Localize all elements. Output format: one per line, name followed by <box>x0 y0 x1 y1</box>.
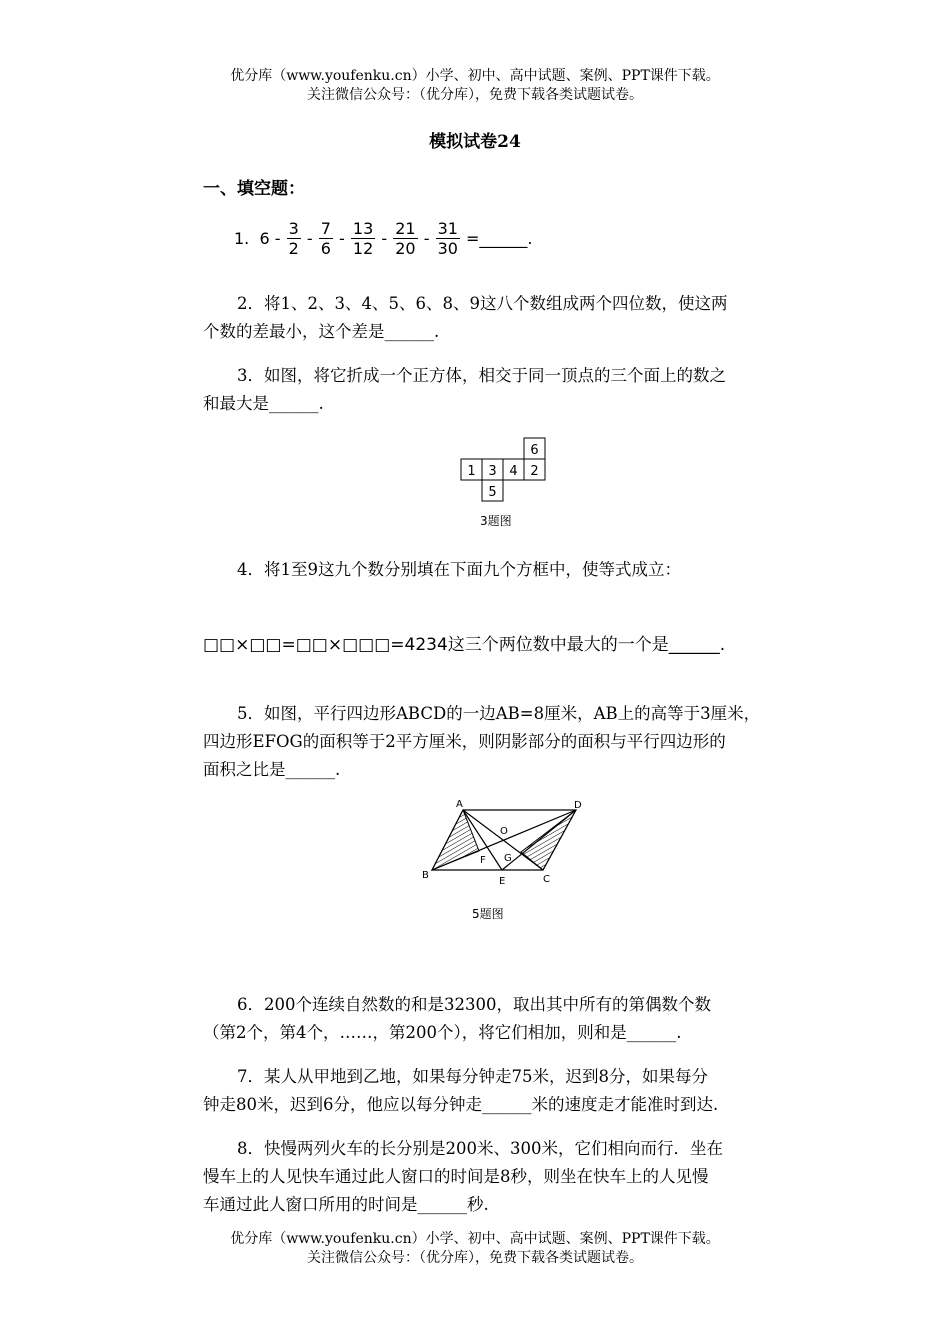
q2-line-2: 个数的差最小，这个差是______. <box>203 322 440 341</box>
question-5 <box>203 700 813 784</box>
vertex-label-a: A <box>456 799 463 810</box>
q6-line-1: 6．200个连续自然数的和是32300，取出其中所有的第偶数个数 <box>237 995 711 1014</box>
vertex-label-e: E <box>499 876 506 887</box>
q1-start: 6 <box>259 229 270 248</box>
q4-line-1: 4．将1至9这九个数分别填在下面九个方框中，使等式成立： <box>237 560 681 579</box>
question-3 <box>203 362 813 418</box>
shaded-region-left <box>432 810 479 870</box>
q1-answer-blank: =______. <box>466 229 533 248</box>
q1-numerator: 21 <box>395 219 416 238</box>
q1-fraction <box>351 219 375 258</box>
q8-line-2: 慢车上的人见快车通过此人窗口的时间是8秒，则坐在快车上的人见慢 <box>203 1167 709 1186</box>
section-heading: 一、填空题： <box>203 179 305 199</box>
net-number: 3 <box>488 464 497 479</box>
net-number: 4 <box>509 464 518 479</box>
q1-fraction <box>393 219 417 258</box>
q1-numerator: 7 <box>320 219 331 238</box>
q2-line-1: 2．将1、2、3、4、5、6、8、9这八个数组成两个四位数，使这两 <box>237 294 728 313</box>
net-number: 6 <box>530 443 539 458</box>
q1-label: 1. <box>234 229 250 248</box>
question-4 <box>203 556 813 584</box>
q5-line-1: 5．如图，平行四边形ABCD的一边AB=8厘米，AB上的高等于3厘米， <box>237 704 761 723</box>
q5-line-3: 面积之比是______. <box>203 760 341 779</box>
question-1-equation <box>234 219 533 258</box>
footer-line-1: 优分库（www.youfenku.cn）小学、初中、高中试题、案例、PPT课件下载。 <box>230 1231 720 1247</box>
question-8 <box>203 1135 813 1219</box>
q1-denominator: 2 <box>288 239 299 258</box>
vertex-label-d: D <box>574 800 582 811</box>
q1-numerator: 3 <box>288 219 299 238</box>
q1-numerator: 13 <box>352 219 374 238</box>
header-line-1: 优分库（www.youfenku.cn）小学、初中、高中试题、案例、PPT课件下载。 <box>230 68 720 84</box>
q1-fraction <box>319 219 333 258</box>
figure-3-caption: 3题图 <box>480 514 512 528</box>
point-label-f: F <box>480 855 486 866</box>
q1-fraction <box>287 219 301 258</box>
q5-line-2: 四边形EFOG的面积等于2平方厘米，则阴影部分的面积与平行四边形的 <box>203 732 726 751</box>
page-title: 模拟试卷24 <box>429 132 521 152</box>
footer-line-2: 关注微信公众号：（优分库），免费下载各类试题试卷。 <box>307 1250 643 1266</box>
net-number: 5 <box>488 485 497 500</box>
point-label-o: O <box>500 826 508 837</box>
figure-5-caption: 5题图 <box>472 907 504 921</box>
vertex-label-c: C <box>543 874 550 885</box>
q3-line-1: 3．如图，将它折成一个正方体，相交于同一顶点的三个面上的数之 <box>237 366 726 385</box>
q7-line-2: 钟走80米，迟到6分，他应以每分钟走______米的速度走才能准时到达. <box>203 1095 719 1114</box>
point-label-g: G <box>504 853 512 864</box>
q4-equation: □□×□□=□□×□□□=4234这三个两位数中最大的一个是______. <box>203 635 726 655</box>
cube-net-figure <box>458 436 550 502</box>
q8-line-3: 车通过此人窗口所用的时间是______秒. <box>203 1195 489 1214</box>
q1-numerator: 31 <box>437 219 458 238</box>
q1-denominator: 12 <box>352 239 374 258</box>
question-2 <box>203 290 813 346</box>
q8-line-1: 8．快慢两列火车的长分别是200米、300米，它们相向而行．坐在 <box>237 1139 723 1158</box>
question-6 <box>203 991 813 1047</box>
header-line-2: 关注微信公众号：（优分库），免费下载各类试题试卷。 <box>307 87 643 103</box>
net-number: 2 <box>530 464 539 479</box>
q1-minus: - <box>306 229 313 248</box>
q1-minus: - <box>339 229 345 248</box>
net-number: 1 <box>467 464 476 479</box>
parallelogram-figure <box>416 796 591 888</box>
q3-line-2: 和最大是______. <box>203 394 324 413</box>
vertex-label-b: B <box>422 870 429 881</box>
q1-denominator: 30 <box>437 239 458 258</box>
q6-line-2: （第2个，第4个，……，第200个），将它们相加，则和是______. <box>203 1023 682 1042</box>
question-7 <box>203 1063 813 1119</box>
q1-denominator: 6 <box>320 239 331 258</box>
q1-denominator: 20 <box>395 239 416 258</box>
q1-minus: - <box>381 229 388 248</box>
q1-minus: - <box>423 229 430 248</box>
q1-minus: - <box>274 229 281 248</box>
q7-line-1: 7．某人从甲地到乙地，如果每分钟走75米，迟到8分，如果每分 <box>237 1067 708 1086</box>
q1-fraction <box>436 219 460 258</box>
